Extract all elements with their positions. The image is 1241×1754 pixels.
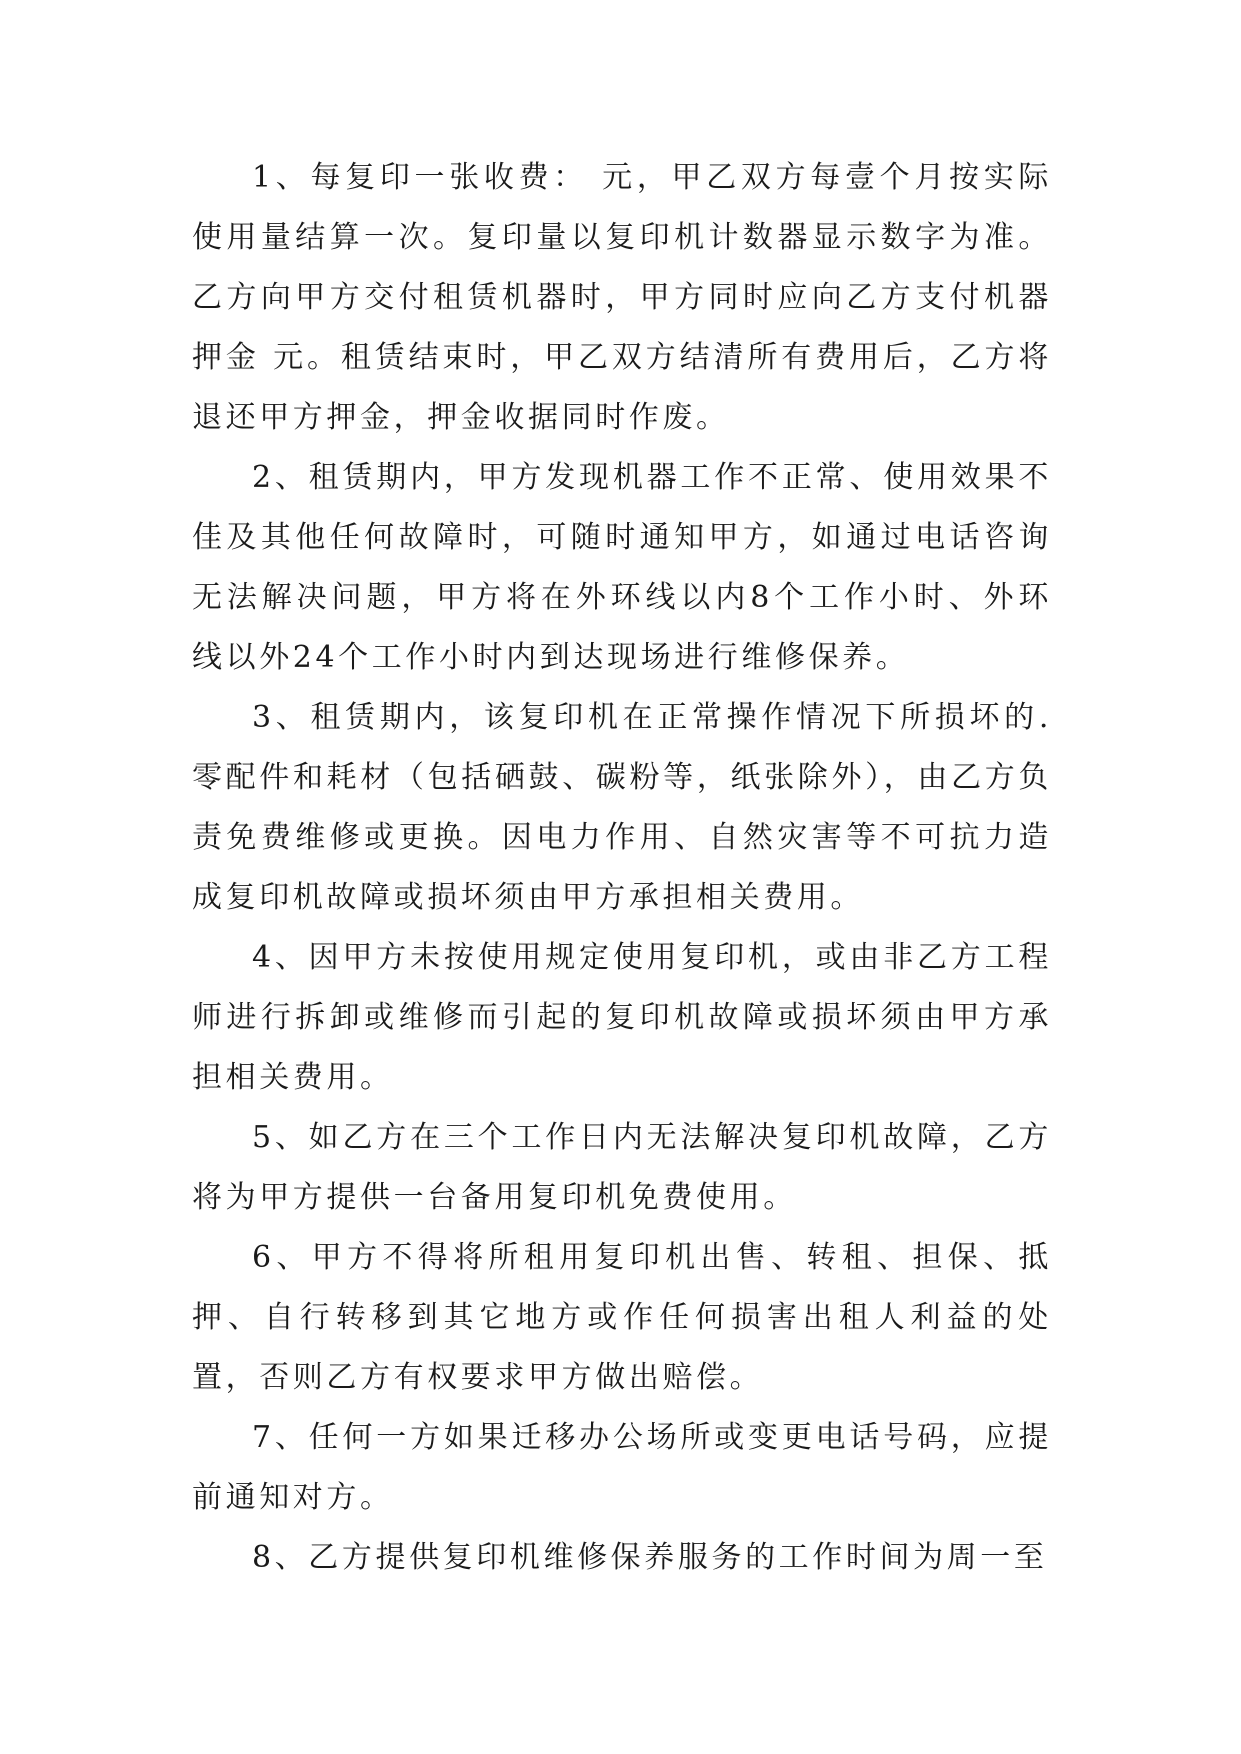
clause-6: 6、甲方不得将所租用复印机出售、转租、担保、抵押、自行转移到其它地方或作任何损害出租人利益的处置，否则乙方有权要求甲方做出赔偿。 — [192, 1240, 1052, 1395]
clause-2: 2、租赁期内，甲方发现机器工作不正常、使用效果不佳及其他任何故障时，可随时通知甲方，如通过电话咨询无法解决问题，甲方将在外环线以内8个工作小时、外环线以外24个工作小时内到达现场进行维修保养。 — [192, 460, 1052, 675]
clause-4: 4、因甲方未按使用规定使用复印机，或由非乙方工程师进行拆卸或维修而引起的复印机故障或损坏须由甲方承担相关费用。 — [192, 940, 1052, 1095]
clause-1: 1、每复印一张收费： 元，甲乙双方每壹个月按实际使用量结算一次。复印量以复印机计数器显示数字为准。乙方向甲方交付租赁机器时，甲方同时应向乙方支付机器押金 元。租赁结束时，甲乙双方结清所有费用后，乙方将退还甲方押金，押金收据同时作废。 — [192, 160, 1052, 435]
document-body — [192, 148, 1052, 1588]
clause-5: 5、如乙方在三个工作日内无法解决复印机故障，乙方将为甲方提供一台备用复印机免费使用。 — [192, 1120, 1052, 1215]
clause-8: 8、乙方提供复印机维修保养服务的工作时间为周一至 — [252, 1540, 1048, 1575]
clause-3: 3、租赁期内，该复印机在正常操作情况下所损坏的.零配件和耗材（包括硒鼓、碳粉等，纸张除外），由乙方负责免费维修或更换。因电力作用、自然灾害等不可抗力造成复印机故障或损坏须由甲方承担相关费用。 — [192, 700, 1052, 915]
clause-7: 7、任何一方如果迁移办公场所或变更电话号码，应提前通知对方。 — [192, 1420, 1052, 1515]
